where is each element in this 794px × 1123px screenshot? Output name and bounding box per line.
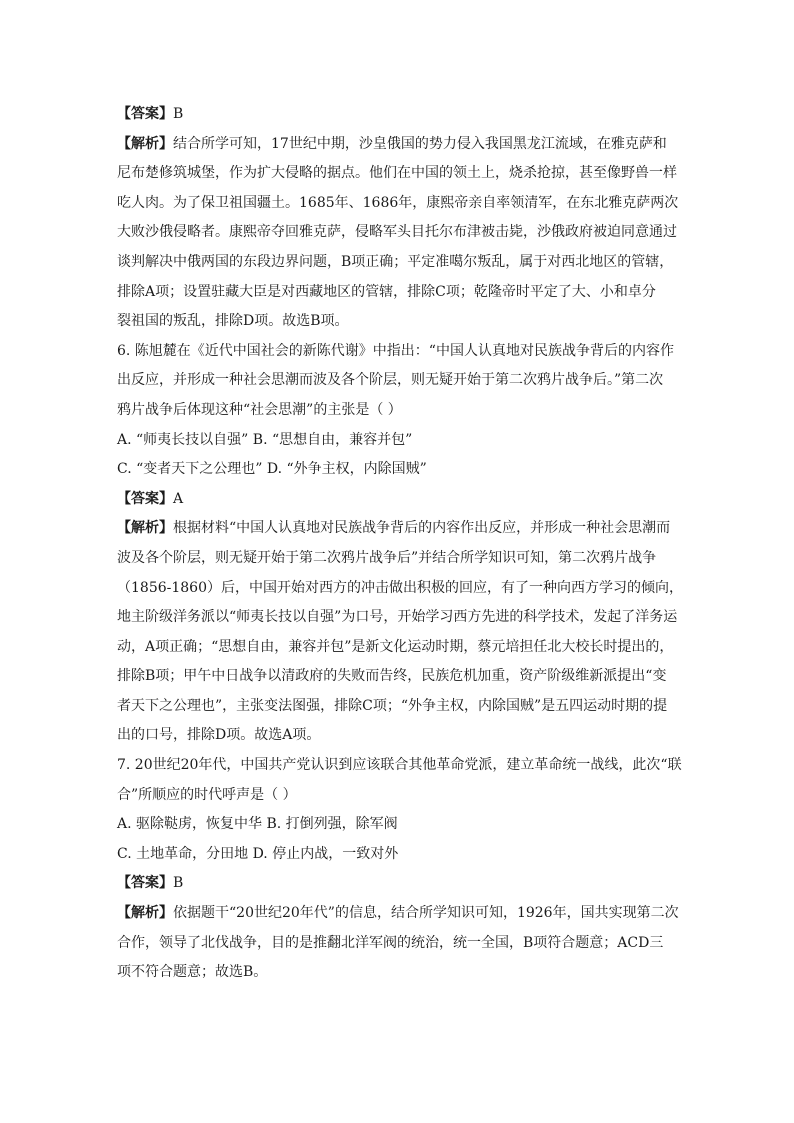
answer-value: A [173,490,184,507]
question-stem-q6: 鸦片战争后体现这种“社会思潮”的主张是（ ） [117,401,402,418]
analysis-text: 根据材料“中国人认真地对民族战争背后的内容作出反应，并形成一种社会思潮而 [173,520,671,537]
answer-label: 【答案】 [117,106,173,122]
analysis-label: 【解析】 [117,905,173,922]
options-line-q6: C. “变者天下之公理也” D. “外争主权，内除国贼” [117,461,427,478]
analysis-text: 波及各个阶层，则无疑开始于第二次鸦片战争后”并结合所学知识可知，第二次鸦片战争 [117,549,657,566]
analysis-text: 谈判解决中俄两国的东段边界问题，B项正确；平定准噶尔叛乱，属于对西北地区的管辖， [117,253,674,270]
answer-value: B [173,106,184,122]
options-line-q6: A. “师夷长技以自强” B. “思想自由，兼容并包” [117,431,413,448]
question-stem-q7: 7. 20世纪20年代，中国共产党认识到应该联合其他革命党派，建立革命统一战线，此次“联 [117,757,682,774]
analysis-line-q6 [117,514,682,544]
analysis-text: 项不符合题意；故选B。 [117,964,268,981]
analysis-text: 出的口号，排除D项。故选A项。 [117,727,321,744]
analysis-label: 【解析】 [117,135,173,152]
answer-line-q6 [117,485,682,515]
analysis-text: 者天下之公理也”，主张变法图强，排除C项；“外争主权，内除国贼”是五四运动时期的提 [117,697,668,714]
options-line-q7: A. 驱除鞑虏，恢复中华 B. 打倒列强，除军阀 [117,816,398,833]
question-stem-q6: 6. 陈旭麓在《近代中国社会的新陈代谢》中指出：“中国人认真地对民族战争背后的内容作 [117,342,674,359]
analysis-text: 大败沙俄侵略者。康熙帝夺回雅克萨，侵略军头目托尔布津被击毙，沙俄政府被迫同意通过 [117,224,677,241]
analysis-text: 动，A项正确；“思想自由，兼容并包”是新文化运动时期，蔡元培担任北大校长时提出的， [117,638,674,655]
analysis-text: 裂祖国的叛乱，排除D项。故选B项。 [117,313,349,330]
answer-label: 【答案】 [117,875,173,892]
analysis-text: 结合所学可知，17世纪中期，沙皇俄国的势力侵入我国黑龙江流域，在雅克萨和 [173,135,667,152]
page-content [117,100,682,988]
analysis-text: 尼布楚修筑城堡，作为扩大侵略的据点。他们在中国的领土上，烧杀抢掠，甚至像野兽一样 [117,165,677,182]
analysis-text: 合作，领导了北伐战争，目的是推翻北洋军阀的统治，统一全国，B项符合题意；ACD三 [117,934,664,951]
analysis-text: 吃人肉。为了保卫祖国疆土。1685年、1686年，康熙帝亲自率领清军，在东北雅克萨两次 [117,194,679,211]
answer-value: B [173,875,184,892]
answer-line-q7 [117,869,682,899]
analysis-text: 排除A项；设置驻藏大臣是对西藏地区的管辖，排除C项；乾隆帝时平定了大、小和卓分 [117,283,656,300]
question-stem-q6: 出反应，并形成一种社会思潮而波及各个阶层，则无疑开始于第二次鸦片战争后。”第二次 [117,372,664,389]
analysis-text: 地主阶级洋务派以“师夷长技以自强”为口号，开始学习西方先进的科学技术，发起了洋务运 [117,609,678,626]
options-line-q7: C. 土地革命，分田地 D. 停止内战，一致对外 [117,845,399,862]
analysis-line-q7 [117,899,682,929]
analysis-text: 依据题干“20世纪20年代”的信息，结合所学知识可知，1926年，国共实现第二次 [173,905,679,922]
question-stem-q7: 合”所顺应的时代呼声是（ ） [117,786,297,803]
analysis-line-q5 [117,130,682,160]
answer-line-q5 [117,100,682,130]
analysis-text: 排除B项；甲午中日战争以清政府的失败而告终，民族危机加重，资产阶级维新派提出“变 [117,668,667,685]
analysis-text: （1856-1860）后，中国开始对西方的冲击做出积极的回应，有了一种向西方学习的倾向， [117,579,683,596]
analysis-label: 【解析】 [117,520,173,537]
answer-label: 【答案】 [117,490,173,507]
